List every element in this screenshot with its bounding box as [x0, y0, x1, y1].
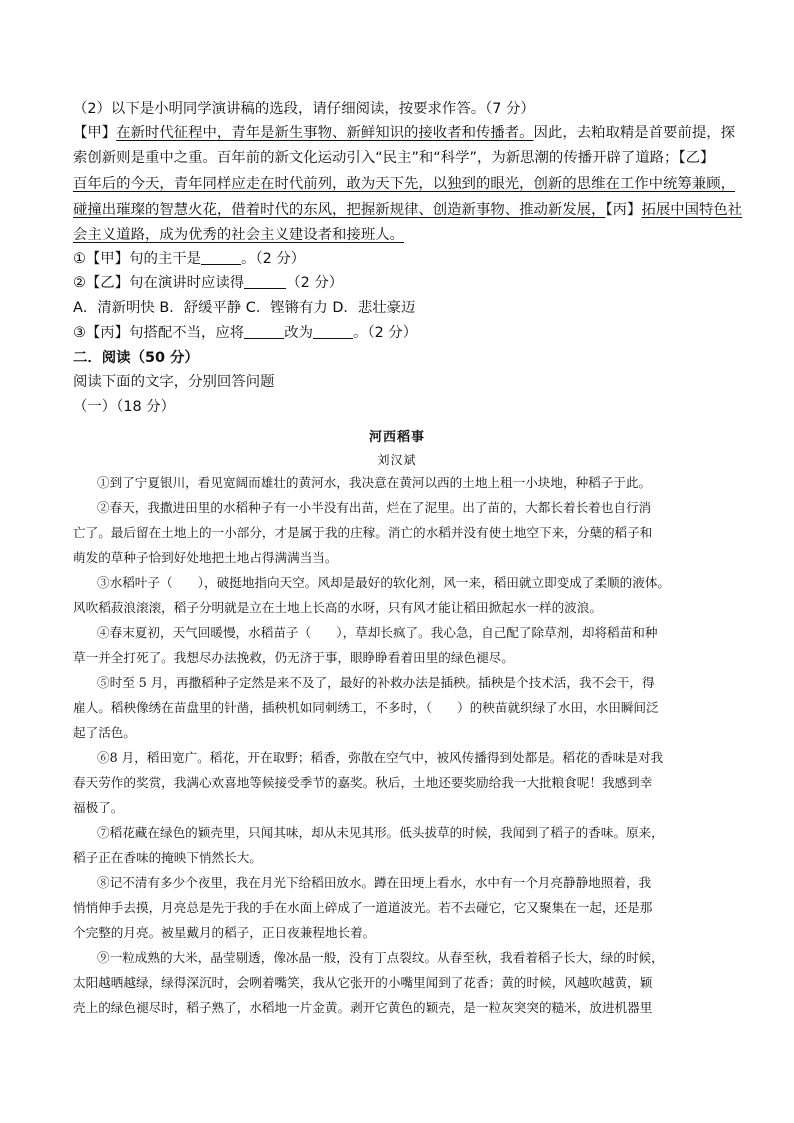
paragraph-line: ⑨一粒成熟的大米，晶莹剔透，像冰晶一般，没有丁点裂纹。从春至秋，我看着稻子长大，绿的时候，: [97, 950, 664, 965]
paragraph-line: ④春末夏初，天气回暖慢，水稻苗子（ ），草却长疯了。我心急，自己配了除草剂，却将稻苗和种: [97, 625, 658, 640]
section-heading: 二．阅读（50 分）: [73, 350, 199, 366]
paragraph-line: 雇人。稻秧像绣在苗盘里的针凿，插秧机如同刺绣工，不多时，（ ）的秧苗就织绿了水田，水田瞬间泛: [73, 700, 659, 715]
paragraph-line: 草一并全打死了。我想尽办法挽救，仍无济于事，眼睁睁看着田里的绿色褪尽。: [73, 650, 514, 665]
paragraph-line: ⑦稻花藏在绿色的颖壳里，只闻其味，却从未见其形。低头拔草的时候，我闻到了稻子的香味。原来，: [97, 825, 664, 840]
marker-jia: 【甲】: [73, 125, 117, 141]
sub-question-1: [73, 250, 305, 268]
sentence-yi: 百年后的今天，青年同样应走在时代前列，敢为天下先，以独到的眼光，创新的思维在工作中统筹兼顾，: [73, 176, 735, 192]
paragraph-line: 壳上的绿色褪尽时，稻子熟了，水稻地一片金黄。剥开它黄色的颖壳，是一粒灰突突的糙米，放进机器里: [73, 1000, 653, 1015]
article-title: 河西稻事: [368, 430, 425, 445]
answer-blank[interactable]: [244, 324, 284, 339]
paragraph-line: 萌发的草种子恰到好处地把土地占得满满当当。: [73, 550, 338, 565]
sub-question-2-options: A．清新明快 B．舒缓平静 C．铿锵有力 D．悲壮豪迈: [73, 300, 416, 316]
paragraph-line: ①到了宁夏银川，看见宽阔而雄壮的黄河水，我决意在黄河以西的土地上租一小块地，种稻子于此。: [97, 475, 652, 490]
sub-question-2: [73, 274, 343, 292]
article-author: 刘汉斌: [377, 453, 417, 467]
sentence-bing: 拓展中国特色社: [641, 202, 743, 218]
paragraph-line: 个完整的月亮。被星戴月的稻子，正日夜兼程地长着。: [73, 925, 376, 940]
sub-question-3-text: ③【丙】句搭配不当，应将: [73, 325, 245, 341]
sentence-yi-cont: 碰撞出璀璨的智慧火花，借着时代的东风，把握新规律、创造新事物、推动新发展，: [73, 202, 606, 218]
sub-question-1-points: 。（2 分）: [241, 251, 306, 267]
marker-bing: 【丙】: [605, 202, 642, 218]
paragraph-line: 亡了。最后留在土地上的一小部分，才是属于我的庄稼。消亡的水稻并没有使土地空下来，分蘖的稻子和: [73, 525, 653, 540]
paragraph-line: 太阳越晒越绿，绿得深沉时，会咧着嘴笑，我从它张开的小嘴里闻到了花香；黄的时候，风越吹越黄，颖: [73, 975, 653, 990]
passage-line-4: [73, 201, 742, 219]
sub-question-3-text-b: 改为: [284, 325, 313, 341]
paragraph-line: ②春天，我撒进田里的水稻种子有一小半没有出苗，烂在了泥里。出了苗的，大都长着长着也自行消: [97, 500, 652, 515]
question-2-intro: （2）以下是小明同学演讲稿的选段，请仔细阅读，按要求作答。（7 分）: [73, 101, 535, 117]
answer-blank[interactable]: [313, 324, 353, 339]
answer-blank[interactable]: [201, 250, 241, 265]
section-instruction: 阅读下面的文字，分别回答问题: [73, 374, 275, 390]
paragraph-line: ⑤时至 5 月，再撒稻种子定然是来不及了，最好的补救办法是插秧。插秧是个技术活，我不会干，得: [97, 675, 655, 690]
sub-question-3: [73, 324, 417, 342]
passage-line-1-rest: 因此，去粕取精是首要前提，探: [533, 125, 736, 141]
sub-question-2-text: ②【乙】句在演讲时应读得: [73, 275, 245, 291]
paragraph-line: ③水稻叶子（ ），破挺地指向天空。风却是最好的软化剂，风一来，稻田就立即变成了柔顺的液体。: [97, 575, 671, 590]
paragraph-line: 悄悄伸手去摸，月亮总是先于我的手在水面上碎成了一道道波光。若不去碰它，它又聚集在一起，还是那: [73, 900, 653, 915]
subsection-label: （一）（18 分）: [73, 399, 176, 415]
sub-question-1-text: ①【甲】句的主干是: [73, 251, 202, 267]
passage-line-2: 索创新则是重中之重。百年前的新文化运动引入“民主”和“科学”，为新思潮的传播开辟了道路；【乙】: [73, 150, 715, 166]
paragraph-line: 福极了。: [73, 800, 124, 815]
sentence-jia: 在新时代征程中，青年是新生事物、新鲜知识的接收者和传播者。: [116, 125, 534, 141]
paragraph-line: 稻子正在香味的掩映下悄然长大。: [73, 850, 262, 865]
paragraph-line: 起了活色。: [73, 725, 136, 740]
answer-blank[interactable]: [244, 274, 286, 289]
sub-question-2-points: （2 分）: [286, 275, 344, 291]
sub-question-3-points: 。（2 分）: [353, 325, 418, 341]
paragraph-line: ⑧记不清有多少个夜里，我在月光下给稻田放水。蹲在田埂上看水，水中有一个月亮静静地照着，我: [97, 875, 652, 890]
sentence-bing-cont: 会主义道路，成为优秀的社会主义建设者和接班人。: [73, 227, 404, 243]
paragraph-line: ⑥8 月，稻田宽广。稻花，开在取野；稻香，弥散在空气中，被风传播得到处都是。稻花的香味是对我: [97, 750, 664, 765]
passage-line-1: [73, 124, 735, 142]
paragraph-line: 春天劳作的奖赏，我满心欢喜地等候接受季节的嘉奖。秋后，土地还要奖励给我一大批粮食呢！我感到幸: [73, 775, 653, 790]
paragraph-line: 风吹稻菽浪滚滚，稻子分明就是立在土地上长高的水呀，只有风才能让稻田掀起水一样的波浪。: [73, 600, 602, 615]
